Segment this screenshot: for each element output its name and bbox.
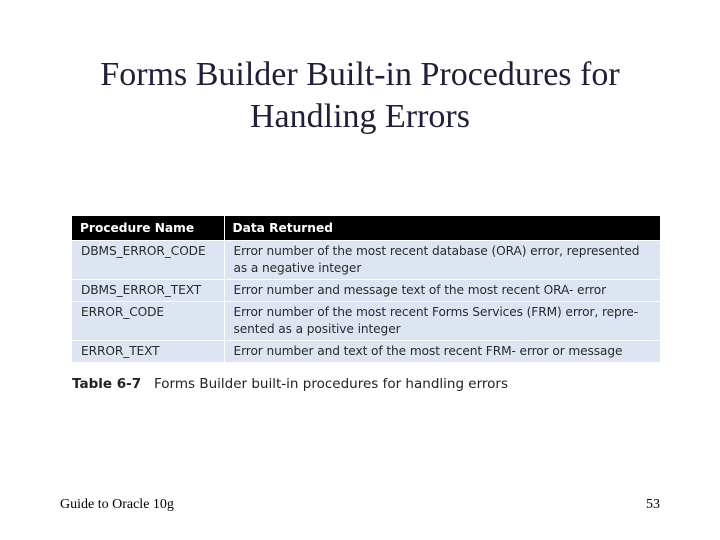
data-returned-cell: Error number of the most recent database (ORA) error, represented as a negative integer (224, 241, 660, 280)
table-row (72, 341, 660, 363)
table-header-row (72, 216, 660, 241)
procedures-table (72, 216, 660, 362)
page-number: 53 (646, 497, 660, 512)
procedure-name-cell: DBMS_ERROR_TEXT (72, 280, 224, 302)
table-caption-text: Forms Builder built-in procedures for handling errors (154, 376, 509, 392)
slide-title-line-2: Handling Errors (249, 98, 470, 135)
data-returned-cell: Error number of the most recent Forms Services (FRM) error, repre-sented as a positive integer (224, 302, 660, 341)
table-row (72, 302, 660, 341)
table-caption-label: Table 6-7 (72, 376, 142, 392)
slide-title-line-1: Forms Builder Built-in Procedures for (100, 56, 620, 93)
column-header-procedure-name: Procedure Name (72, 216, 224, 241)
table-caption (72, 376, 672, 392)
slide-title (20, 54, 700, 138)
procedure-name-cell: ERROR_TEXT (72, 341, 224, 363)
column-header-data-returned: Data Returned (224, 216, 660, 241)
footer-course-title: Guide to Oracle 10g (60, 497, 174, 512)
procedure-name-cell: DBMS_ERROR_CODE (72, 241, 224, 280)
procedure-name-cell: ERROR_CODE (72, 302, 224, 341)
data-returned-cell: Error number and message text of the most recent ORA- error (224, 280, 660, 302)
table-row (72, 280, 660, 302)
data-returned-cell: Error number and text of the most recent FRM- error or message (224, 341, 660, 363)
procedures-table-container (72, 216, 660, 362)
table-row (72, 241, 660, 280)
